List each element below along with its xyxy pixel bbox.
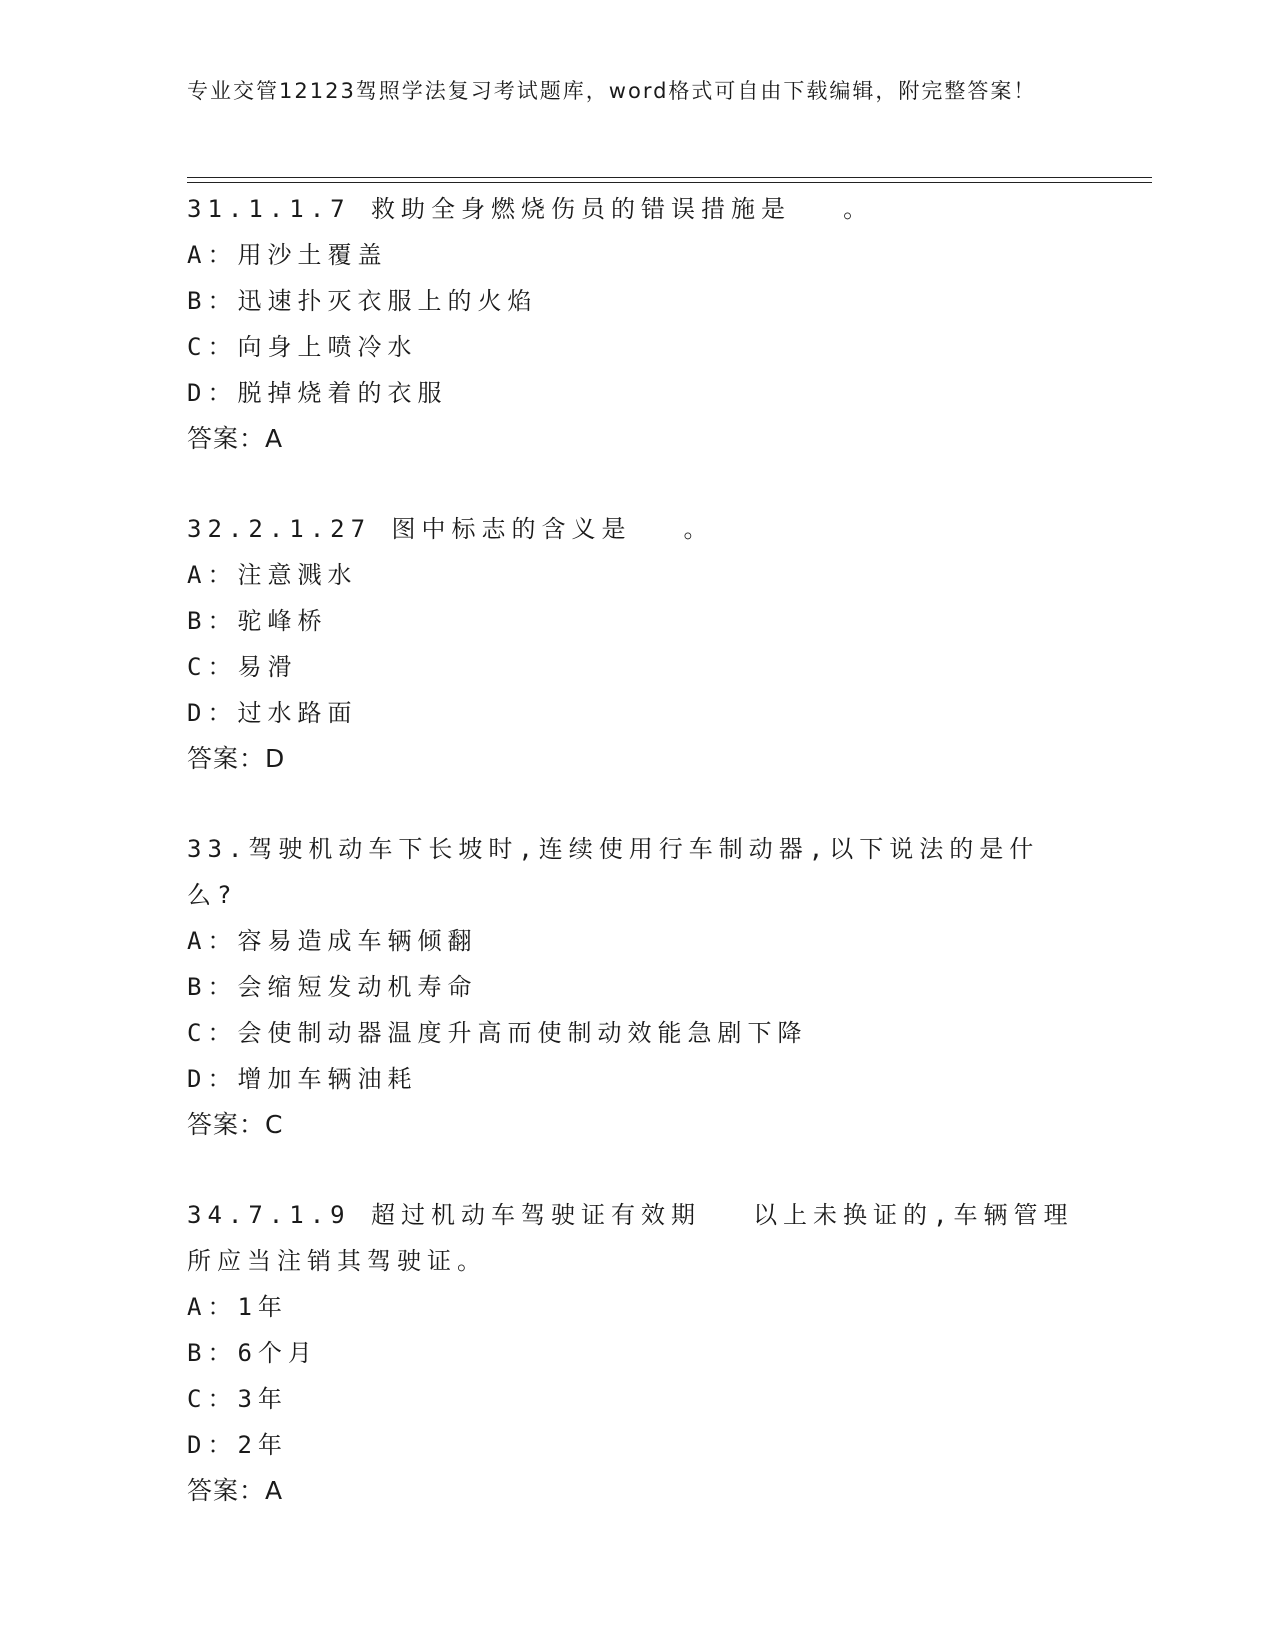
stem-text-end: 。: [843, 195, 874, 223]
option-a: [187, 1284, 1087, 1330]
option-label: B：: [187, 607, 238, 635]
question-stem: [187, 1192, 1087, 1284]
question-number: 31.: [187, 195, 249, 223]
stem-text: 驾驶机动车下长坡时,连续使用行车制动器,以下说法的是什么?: [187, 835, 1040, 909]
option-b: [187, 964, 1087, 1010]
option-d: [187, 690, 1087, 736]
option-c: [187, 644, 1087, 690]
question-32: [187, 506, 1087, 782]
option-b: [187, 598, 1087, 644]
option-text: 驼峰桥: [237, 607, 328, 635]
option-label: C：: [187, 333, 238, 361]
header-divider-bottom: [187, 182, 1152, 183]
option-c: [187, 324, 1087, 370]
option-text: 增加车辆油耗: [237, 1065, 418, 1093]
option-label: A：: [187, 241, 238, 269]
option-text: 2年: [237, 1431, 288, 1459]
option-label: B：: [187, 1339, 238, 1367]
option-text: 6个月: [237, 1339, 318, 1367]
option-text: 脱掉烧着的衣服: [237, 379, 448, 407]
option-label: D：: [187, 1431, 238, 1459]
answer-value: D: [265, 744, 286, 773]
option-text: 会缩短发动机寿命: [237, 973, 478, 1001]
option-text: 向身上喷冷水: [237, 333, 418, 361]
option-d: [187, 1422, 1087, 1468]
question-31: [187, 186, 1087, 462]
option-label: D：: [187, 1065, 238, 1093]
question-stem: [187, 826, 1087, 918]
option-text: 1年: [237, 1293, 288, 1321]
question-stem: [187, 186, 1087, 232]
question-number: 32.: [187, 515, 249, 543]
option-b: [187, 278, 1087, 324]
stem-text: 7.1.9 超过机动车驾驶证有效期: [248, 1201, 702, 1229]
option-text: 易滑: [237, 653, 298, 681]
question-33: [187, 826, 1087, 1148]
answer-value: A: [265, 1476, 284, 1505]
option-text: 会使制动器温度升高而使制动效能急剧下降: [237, 1019, 808, 1047]
option-label: A：: [187, 561, 238, 589]
answer-value: C: [265, 1110, 284, 1139]
question-number: 34.: [187, 1201, 249, 1229]
question-stem: [187, 506, 1087, 552]
option-text: 过水路面: [237, 699, 358, 727]
option-c: [187, 1010, 1087, 1056]
stem-text-end: 。: [683, 515, 714, 543]
option-text: 用沙土覆盖: [237, 241, 388, 269]
option-text: 注意溅水: [237, 561, 358, 589]
option-c: [187, 1376, 1087, 1422]
answer-label: 答案：: [187, 1110, 266, 1139]
option-a: [187, 232, 1087, 278]
option-label: B：: [187, 287, 238, 315]
option-label: D：: [187, 379, 238, 407]
header-divider-top: [187, 177, 1152, 178]
option-text: 容易造成车辆倾翻: [237, 927, 478, 955]
answer-line: [187, 736, 1087, 782]
option-text: 3年: [237, 1385, 288, 1413]
option-label: C：: [187, 1385, 238, 1413]
answer-value: A: [265, 424, 284, 453]
option-label: C：: [187, 653, 238, 681]
option-text: 迅速扑灭衣服上的火焰: [237, 287, 538, 315]
option-a: [187, 552, 1087, 598]
question-34: [187, 1192, 1087, 1514]
stem-text: 2.1.27 图中标志的含义是: [248, 515, 632, 543]
option-label: D：: [187, 699, 238, 727]
option-label: A：: [187, 927, 238, 955]
answer-line: [187, 416, 1087, 462]
option-label: B：: [187, 973, 238, 1001]
answer-label: 答案：: [187, 424, 266, 453]
question-number: 33.: [187, 835, 249, 863]
option-d: [187, 1056, 1087, 1102]
stem-text-end: 以上未换证的,车辆管理所应当注销其驾驶证。: [187, 1201, 1074, 1275]
document-header: 专业交管12123驾照学法复习考试题库，word格式可自由下载编辑，附完整答案！: [187, 79, 1037, 103]
stem-text: 1.1.7 救助全身燃烧伤员的错误措施是: [248, 195, 792, 223]
option-b: [187, 1330, 1087, 1376]
question-list: [187, 186, 1087, 1558]
answer-label: 答案：: [187, 1476, 266, 1505]
answer-line: [187, 1102, 1087, 1148]
answer-line: [187, 1468, 1087, 1514]
option-d: [187, 370, 1087, 416]
option-a: [187, 918, 1087, 964]
answer-label: 答案：: [187, 744, 266, 773]
option-label: A：: [187, 1293, 238, 1321]
option-label: C：: [187, 1019, 238, 1047]
